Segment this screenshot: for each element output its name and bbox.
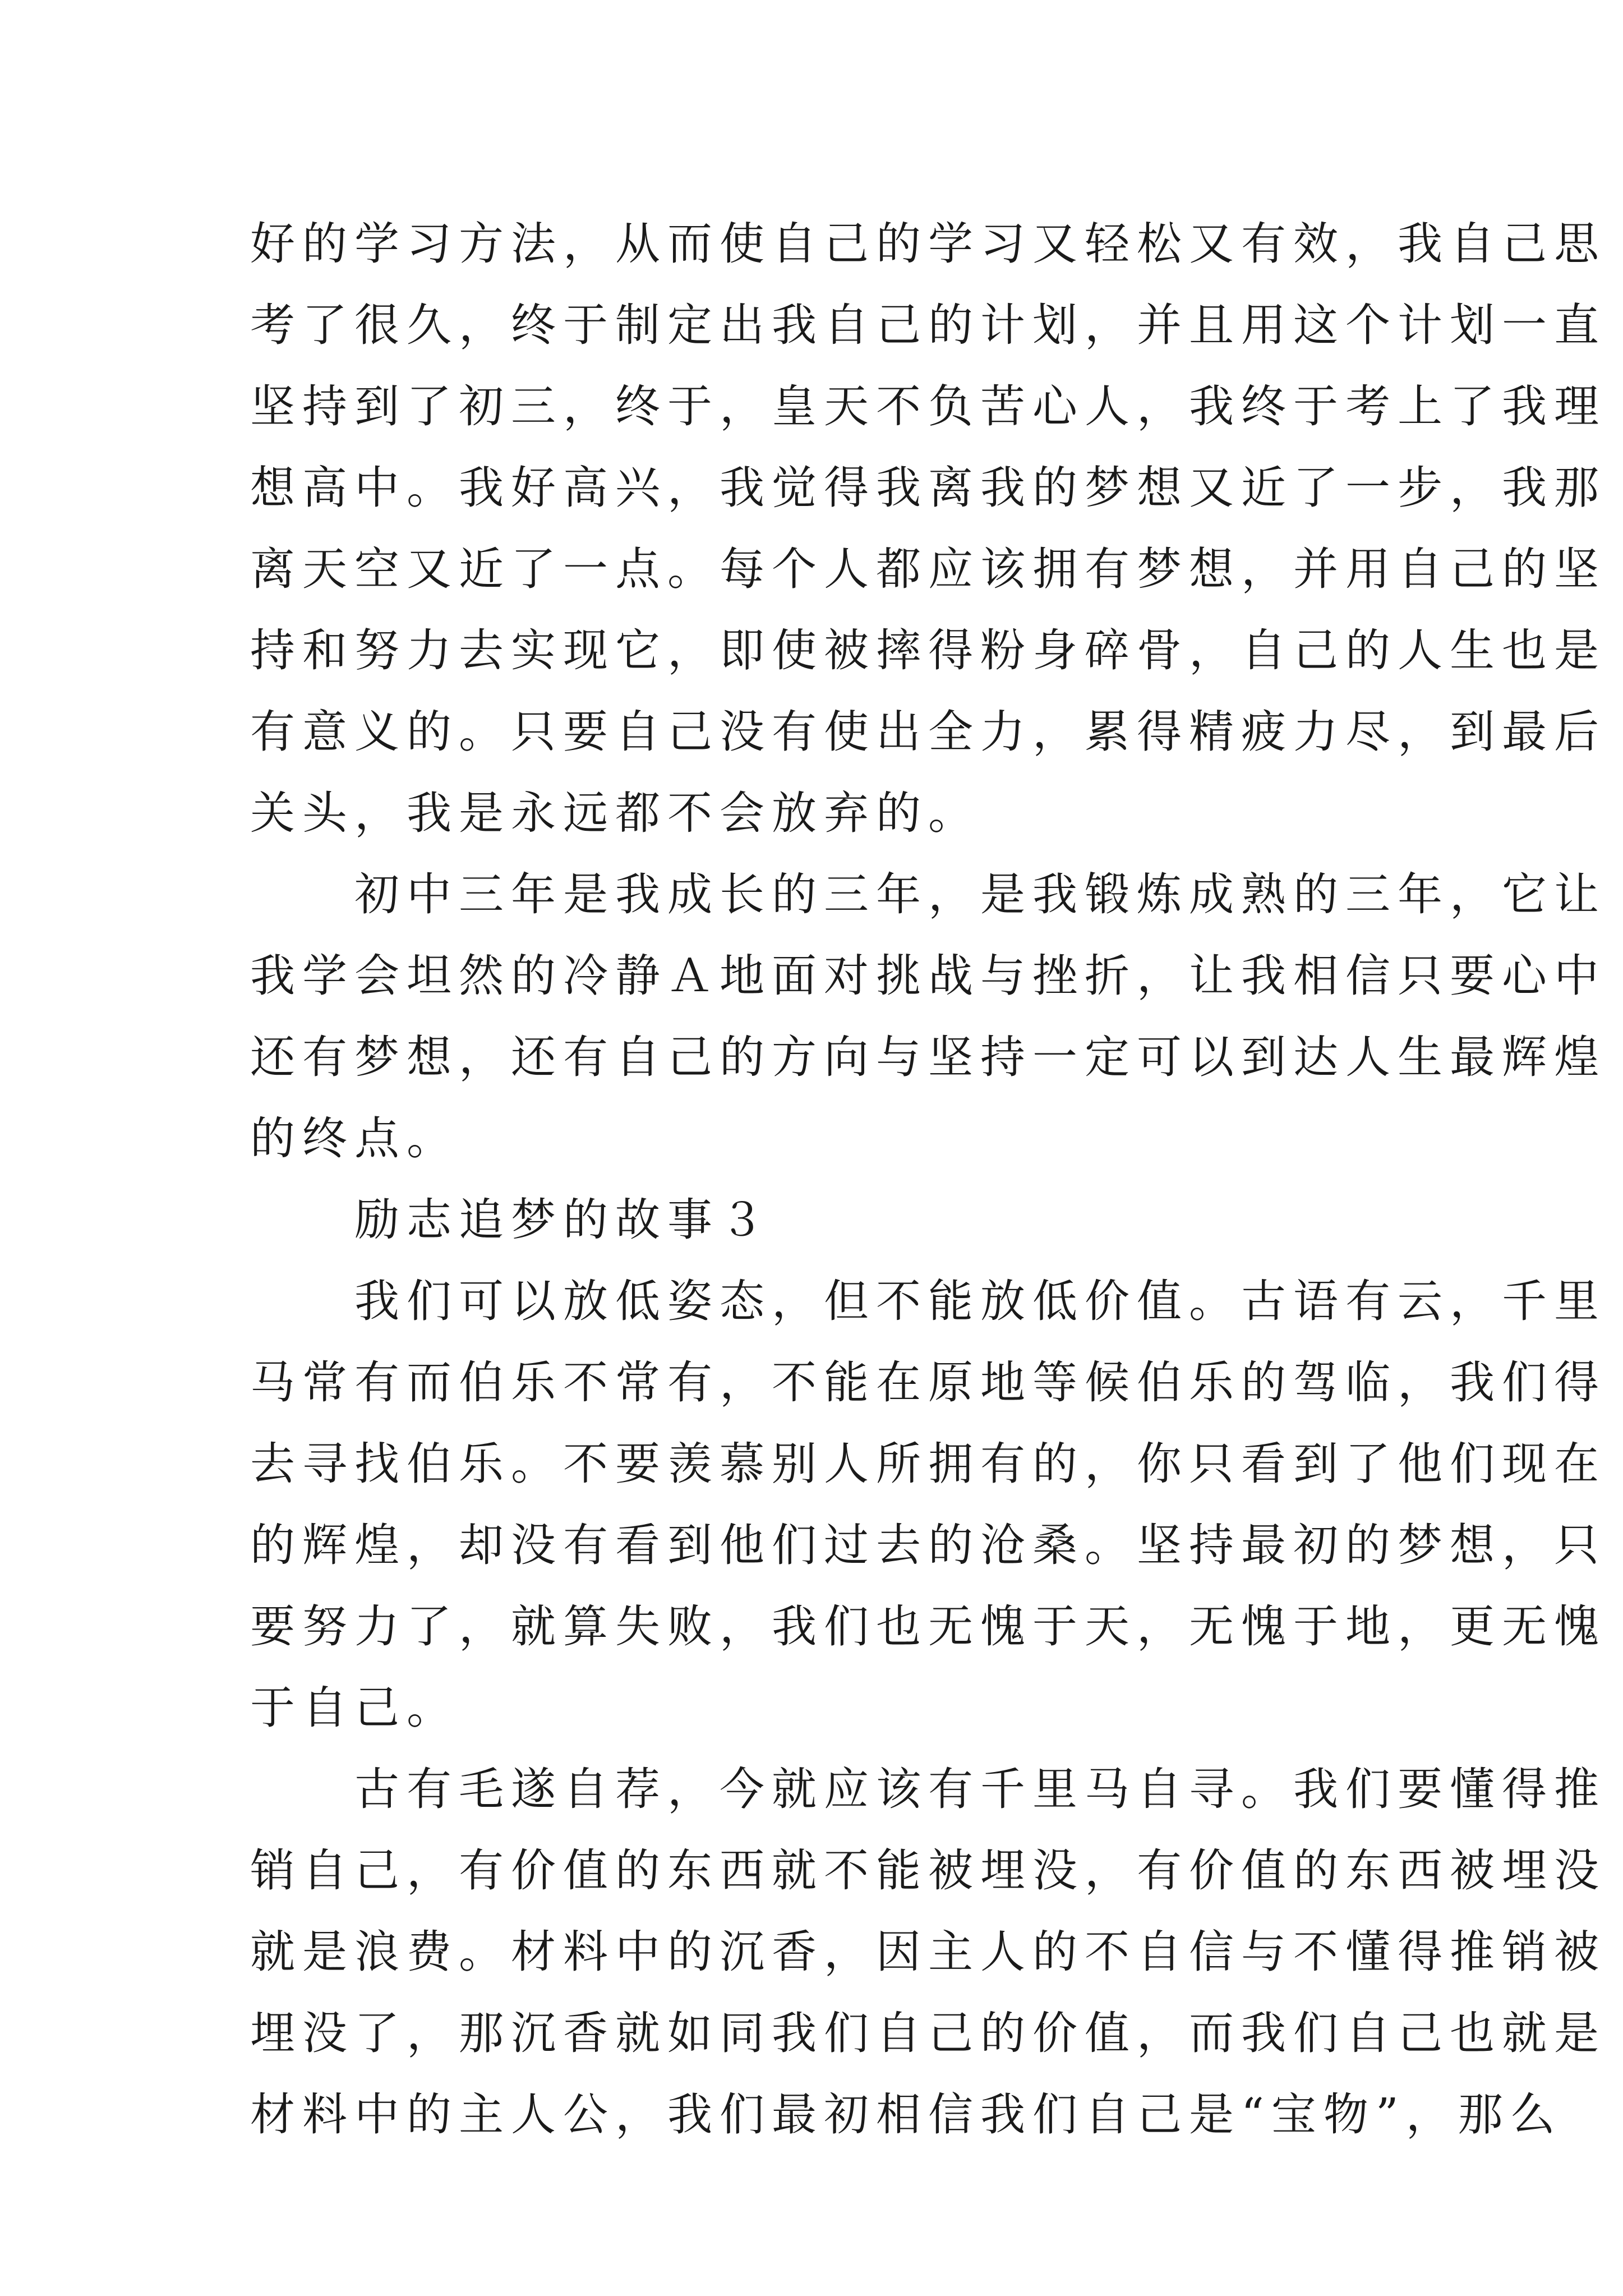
section-heading: 励志追梦的故事３ <box>250 1194 772 1246</box>
text-line: 就是浪费。材料中的沉香，因主人的不自信与不懂得推销被 <box>250 1926 1606 1978</box>
text-line: 考了很久，终于制定出我自己的计划，并且用这个计划一直 <box>250 299 1606 351</box>
text-line: 初中三年是我成长的三年，是我锻炼成熟的三年，它让 <box>250 868 1606 921</box>
text-line: 销自己，有价值的东西就不能被埋没，有价值的东西被埋没 <box>250 1844 1606 1897</box>
text-line: 我们可以放低姿态，但不能放低价值。古语有云，千里 <box>250 1275 1606 1327</box>
text-line: 的辉煌，却没有看到他们过去的沧桑。坚持最初的梦想，只 <box>250 1519 1606 1571</box>
text-line: 于自己。 <box>250 1682 459 1734</box>
text-line: 持和努力去实现它，即使被摔得粉身碎骨，自己的人生也是 <box>250 624 1606 677</box>
body-text <box>250 203 1606 2155</box>
text-line: 坚持到了初三，终于，皇天不负苦心人，我终于考上了我理 <box>250 380 1606 432</box>
text-line: 我学会坦然的冷静Ａ地面对挑战与挫折，让我相信只要心中 <box>250 950 1606 1002</box>
text-line: 古有毛遂自荐，今就应该有千里马自寻。我们要懂得推 <box>250 1763 1606 1815</box>
text-line: 材料中的主人公，我们最初相信我们自己是“宝物”，那么 <box>250 2088 1562 2141</box>
text-line: 去寻找伯乐。不要羡慕别人所拥有的，你只看到了他们现在 <box>250 1438 1606 1490</box>
text-line: 马常有而伯乐不常有，不能在原地等候伯乐的驾临，我们得 <box>250 1356 1606 1409</box>
text-line: 要努力了，就算失败，我们也无愧于天，无愧于地，更无愧 <box>250 1600 1606 1653</box>
text-line: 埋没了，那沉香就如同我们自己的价值，而我们自己也就是 <box>250 2007 1606 2059</box>
text-line: 好的学习方法，从而使自己的学习又轻松又有效，我自己思 <box>250 218 1606 270</box>
text-line: 的终点。 <box>250 1112 459 1165</box>
text-line: 有意义的。只要自己没有使出全力，累得精疲力尽，到最后 <box>250 706 1606 758</box>
text-line: 关头，我是永远都不会放弃的。 <box>250 787 980 839</box>
text-line: 想高中。我好高兴，我觉得我离我的梦想又近了一步，我那 <box>250 462 1606 514</box>
text-line: 离天空又近了一点。每个人都应该拥有梦想，并用自己的坚 <box>250 543 1606 595</box>
text-line: 还有梦想，还有自己的方向与坚持一定可以到达人生最辉煌 <box>250 1031 1606 1083</box>
